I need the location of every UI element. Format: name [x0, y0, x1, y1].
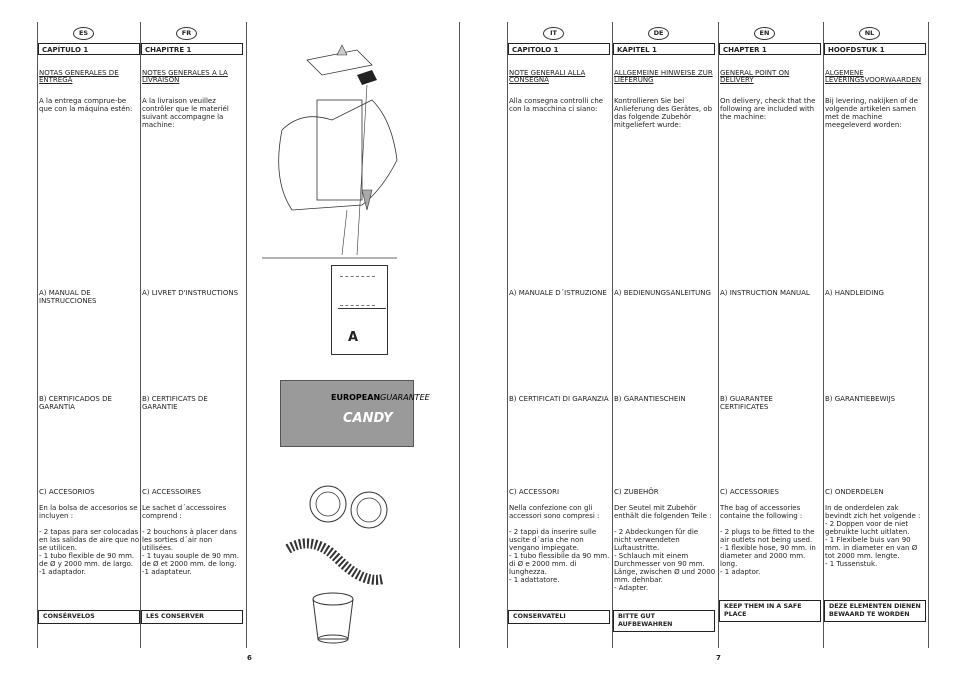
- guarantee-word: GUARANTEE: [380, 393, 430, 402]
- section-title: NOTE GENERALI ALLA CONSEGNA: [509, 69, 586, 84]
- item-c-label: C) ZUBEHÖR: [614, 488, 659, 496]
- item-b-label: B) GUARANTEE CERTIFICATES: [720, 395, 773, 411]
- machine-unpacking-illustration: [262, 40, 402, 270]
- footer-note: DEZE ELEMENTEN DIENEN BEWAARD TE WORDEN: [824, 600, 926, 622]
- section-title: NOTAS GENERALES DE ENTREGA: [39, 69, 119, 84]
- chapter-heading: CAPÍTULO 1: [38, 43, 140, 55]
- manual-letter: A: [348, 330, 359, 345]
- section-title: NOTES GENERALES A LA LIVRAISON: [142, 69, 228, 84]
- footer-note: KEEP THEM IN A SAFE PLACE: [719, 600, 821, 622]
- accessories-illustration: [283, 484, 403, 649]
- language-badge: IT: [543, 27, 564, 40]
- item-c-text: Nella confezione con gli accessori sono compresi : - 2 tappi da inserire sulle uscite d´aria che non vengano impiegate. - 1 tubo flessibile da 90 mm. di Ø e 2000 mm. di lunghezza. - 1 adattatore.: [509, 504, 610, 584]
- language-badge: FR: [176, 27, 197, 40]
- footer-note: CONSERVATELI: [508, 610, 610, 624]
- intro-text: A la livraison veuillez contrôler que le materiél suivant accompagne la machine:: [142, 97, 229, 129]
- intro-text: Kontrollieren Sie bei Anlieferung des Gerätes, ob das folgende Zubehör mitgeliefert wurde:: [614, 97, 713, 129]
- footer-note: BITTE GUT AUFBEWAHREN: [613, 610, 715, 632]
- section-title: ALGEMENE LEVERINGSVOORWAARDEN: [825, 69, 922, 84]
- item-b-label: B) CERTIFICATS DE GARANTIE: [142, 395, 208, 411]
- language-badge: ES: [73, 27, 94, 40]
- column-nl: [825, 22, 927, 648]
- item-c-label: C) ACCESSORI: [509, 488, 560, 496]
- item-c-label: C) ONDERDELEN: [825, 488, 884, 496]
- column-de: [614, 22, 716, 648]
- item-a-label: A) HANDLEIDING: [825, 289, 884, 297]
- language-badge: DE: [648, 27, 669, 40]
- item-c-label: C) ACCESSOIRES: [142, 488, 201, 496]
- language-badge: EN: [754, 27, 775, 40]
- item-b-label: B) GARANTIEBEWIJS: [825, 395, 896, 403]
- chapter-heading: CHAPITRE 1: [141, 43, 243, 55]
- intro-text: Bij levering, nakijken of de volgende artikelen samen met de machine meegeleverd worden:: [825, 97, 918, 129]
- item-c-text: Der Seutel mit Zubehör enthält die folgenden Teile : - 2 Abdeckungen für die nicht verwendeten Luftaustritte. - Schlauch mit einem Durchmesser von 90 mm. Länge, zwischen Ø und 2000 mm. dehnbar. - Adapter.: [614, 504, 716, 592]
- column-it: [509, 22, 611, 648]
- chapter-heading: CHAPTER 1: [719, 43, 821, 55]
- intro-text: Alla consegna controlli che con la macchina ci siano:: [509, 97, 604, 113]
- item-c-text: In de onderdelen zak bevindt zich het volgende : - 2 Doppen voor de niet gebruikte lucht uitlaten. - 1 Flexibele buis van 90 mm. in diameter en van Ø tot 2000 mm. lengte. - 1 Tussenstuk.: [825, 504, 921, 568]
- page-number-right: 7: [716, 654, 721, 662]
- chapter-heading: CAPITOLO 1: [508, 43, 610, 55]
- language-badge: NL: [859, 27, 880, 40]
- item-c-label: C) ACCESSORIES: [720, 488, 779, 496]
- intro-text: A la entrega comprue-be que con la máquina estén:: [39, 97, 133, 113]
- column-es: [39, 22, 141, 648]
- intro-text: On delivery, check that the following are included with the machine:: [720, 97, 816, 121]
- item-c-label: C) ACCESORIOS: [39, 488, 95, 496]
- item-a-label: A) MANUAL DE INSTRUCCIONES: [39, 289, 97, 305]
- item-c-text: The bag of accessories containe the following : - 2 plugs to be fitted to the air outlets not being used. - 1 flexible hose, 90 mm. in diameter and 2000 mm. long. - 1 adaptor.: [720, 504, 816, 576]
- item-b-label: B) CERTIFICATI DI GARANZIA: [509, 395, 609, 403]
- item-a-label: A) INSTRUCTION MANUAL: [720, 289, 810, 297]
- item-b-label: B) CERTIFICADOS DE GARANTÍA: [39, 395, 112, 411]
- guarantee-brand: EUROPEAN: [331, 393, 381, 402]
- chapter-heading: KAPITEL 1: [613, 43, 715, 55]
- guarantee-card: [280, 380, 430, 447]
- footer-note: LES CONSERVER: [141, 610, 243, 624]
- item-c-text: En la bolsa de accesorios se incluyen : - 2 tapas para ser colocadas en las salidas de aire que no se utilicen. - 1 tubo flexible de 90 mm. de Ø y 2000 mm. de largo. -1 adaptador.: [39, 504, 140, 576]
- manual-booklet: [331, 265, 388, 355]
- section-title: ALLGEMEINE HINWEISE ZUR LIEFERUNG: [614, 69, 713, 84]
- item-a-label: A) LIVRET D'INSTRUCTIONS: [142, 289, 239, 297]
- section-title: GENERAL POINT ON DELIVERY: [720, 69, 790, 84]
- item-a-label: A) MANUALE D´ISTRUZIONE: [509, 289, 607, 297]
- column-en: [720, 22, 822, 648]
- candy-logo: CANDY: [343, 411, 393, 426]
- chapter-heading: HOOFDSTUK 1: [824, 43, 926, 55]
- footer-note: CONSÉRVELOS: [38, 610, 140, 624]
- page-number-left: 6: [247, 654, 252, 662]
- column-fr: [142, 22, 244, 648]
- item-b-label: B) GARANTIESCHEIN: [614, 395, 686, 403]
- item-c-text: Le sachet d´accessoires comprend : - 2 bouchons à placer dans les sorties d´air non utilisées. - 1 tuyau souple de 90 mm. de Ø et 2000 mm. de long. -1 adaptateur.: [142, 504, 239, 576]
- item-a-label: A) BEDIENUNGSANLEITUNG: [614, 289, 711, 297]
